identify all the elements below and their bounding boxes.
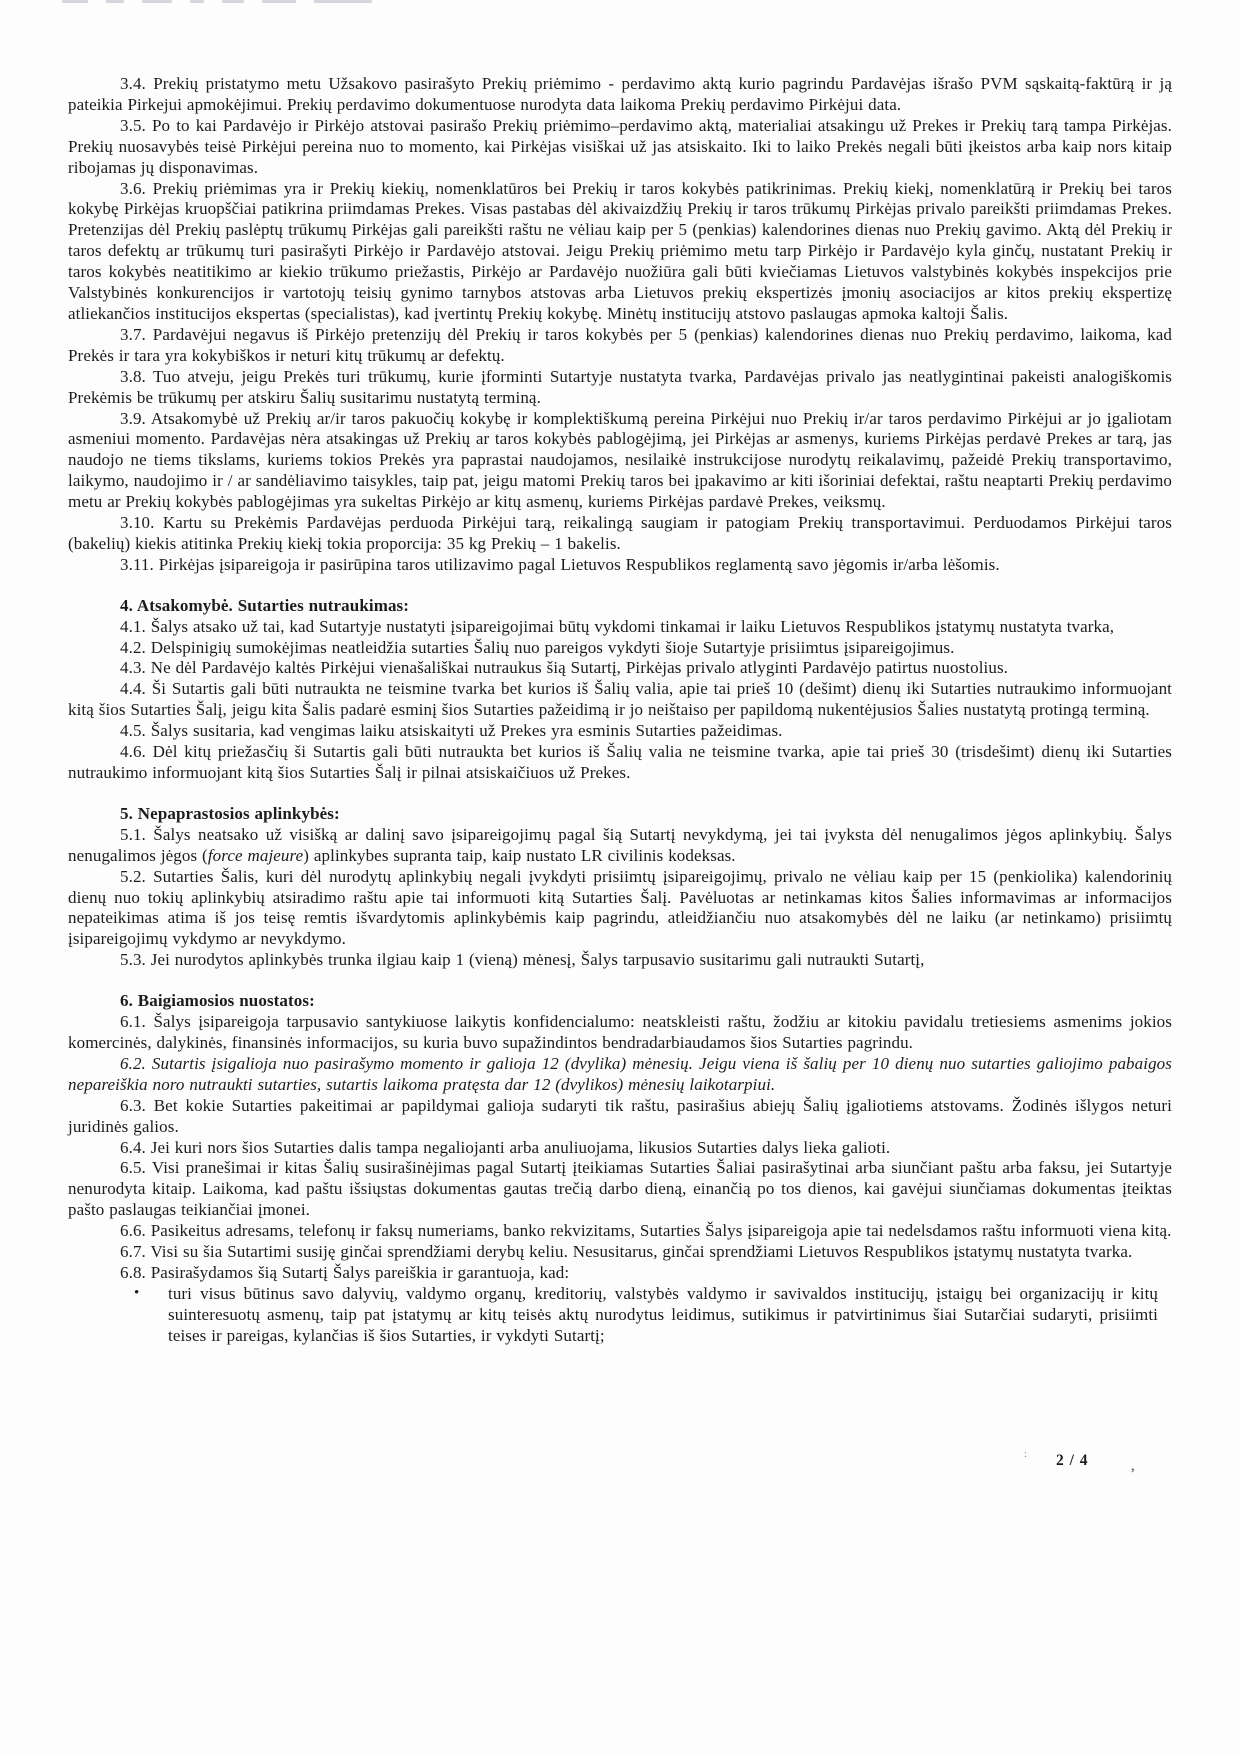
- clause-3-5: 3.5. Po to kai Pardavėjo ir Pirkėjo atstovai pasirašo Prekių priėmimo–perdavimo aktą, materialiai atsakingu už Prekes ir Prekių tarą tampa Pirkėjas. Prekių nuosavybės teisė Pirkėjui pereina nuo to momento, kai Pirkėjas visiškai už jas atsiskaito. Iki to laiko Prekės negali būti įkeistos arba kaip nors kitaip ribojamas jų disponavimas.: [68, 115, 1172, 177]
- clause-6-2: 6.2. Sutartis įsigalioja nuo pasirašymo momento ir galioja 12 (dvylika) mėnesių. Jeigu viena iš šalių per 10 dienų nuo sutarties galiojimo pabaigos nepareiškia noro nutraukti sutarties, sutartis laikoma pratęsta dar 12 (dvylikos) mėnesių laikotarpiui.: [68, 1053, 1172, 1094]
- scan-speck-comma: ,: [1131, 1458, 1135, 1474]
- clause-3-11: 3.11. Pirkėjas įsipareigoja ir pasirūpina taros utilizavimo pagal Lietuvos Respublikos reglamentą savo jėgomis ir/arba lėšomis.: [120, 554, 1000, 574]
- bullet-text: turi visus būtinus savo dalyvių, valdymo organų, kreditorių, valstybės valdymo ir savivaldos institucijų, įstaigų bei organizacijų ir kitų suinteresuotų asmenų, taip pat įstatymų ar kitų teisės aktų nurodytus leidimus, sutikimus ir patvirtinimus šiai Sutarčiai sudaryti, prisiimti teises ir pareigas, kylančias iš šios Sutarties, ir vykdyti Sutartį;: [168, 1283, 1158, 1345]
- clause-3-7: 3.7. Pardavėjui negavus iš Pirkėjo pretenzijų dėl Prekių ir taros kokybės per 5 (penkias) kalendorines dienas nuo Prekių perdavimo, laikoma, kad Prekės ir tara yra kokybiškos ir neturi kitų trūkumų ar defektų.: [68, 324, 1172, 365]
- bullet-icon: •: [134, 1284, 140, 1301]
- clause-5-3: 5.3. Jei nurodytos aplinkybės trunka ilgiau kaip 1 (vieną) mėnesį, Šalys tarpusavio susitarimu gali nutraukti Sutartį,: [120, 950, 925, 970]
- scan-artifact-dash: [314, 0, 372, 3]
- clause-6-6: 6.6. Pasikeitus adresams, telefonų ir faksų numeriams, banko rekvizitams, Sutarties Šalys įsipareigoja apie tai nedelsdamos raštu informuoti viena kitą.: [120, 1221, 1172, 1241]
- clause-6-8-bullet-1: [68, 1284, 1172, 1347]
- scan-edge-artifacts: [62, 0, 522, 4]
- clause-6-8: 6.8. Pasirašydamos šią Sutartį Šalys pareiškia ir garantuoja, kad:: [120, 1262, 570, 1282]
- scan-artifact-dash: [262, 0, 296, 3]
- clause-6-7: 6.7. Visi su šia Sutartimi susiję ginčai sprendžiami derybų keliu. Nesusitarus, ginčai sprendžiami Lietuvos Respublikos įstatymų nustatyta tvarka.: [120, 1242, 1133, 1262]
- scan-artifact-dash: [190, 0, 204, 3]
- section-heading-5: 5. Nepaprastosios aplinkybės:: [120, 803, 340, 823]
- clause-4-2: 4.2. Delspinigių sumokėjimas neatleidžia sutarties Šalių nuo pareigos vykdyti šioje Sutartyje prisiimtus įsipareigojimus.: [120, 637, 955, 657]
- clause-4-3: 4.3. Ne dėl Pardavėjo kaltės Pirkėjui vienašališkai nutraukus šią Sutartį, Pirkėjas privalo atlyginti Pardavėjo patirtus nuostolius.: [120, 658, 1009, 678]
- clause-6-4: 6.4. Jei kuri nors šios Sutarties dalis tampa negaliojanti arba anuliuojama, likusios Sutarties dalys lieka galioti.: [120, 1137, 891, 1157]
- clause-3-9: 3.9. Atsakomybė už Prekių ar/ir taros pakuočių kokybę ir komplektiškumą pereina Pirkėjui nuo Prekių ir/ar taros perdavimo Pirkėjui ar jo įgaliotam asmeniui momento. Pardavėjas nėra atsakingas už Prekių ar taros kokybės pablogėjimą, jei Pirkėjas ar asmenys, kuriems Pirkėjas perdavė Prekes ar tarą, jas naudojo ne tiems tikslams, kuriems tokios Prekės yra paprastai naudojamos, nesilaikė instrukcijose nurodytų reikalavimų, pažeidė Prekių transportavimo, laikymo, naudojimo ir / ar sandėliavimo taisykles, taip pat, jeigu matomi Prekių taros bei įpakavimo ar kiti išoriniai defektai, raštu neaptarti Prekių perdavimo metu ar Prekių kokybės pablogėjimas yra sukeltas Pirkėjo ar kitų asmenų, kuriems Pirkėjas pardavė Prekes, veiksmų.: [68, 408, 1172, 512]
- clause-4-5: 4.5. Šalys susitaria, kad vengimas laiku atsiskaityti už Prekes yra esminis Sutarties pažeidimas.: [120, 721, 783, 741]
- scan-artifact-dash: [142, 0, 172, 3]
- scan-artifact-dash: [62, 0, 88, 3]
- document-body: [68, 74, 1172, 1347]
- clause-5-1: 5.1. Šalys neatsako už visišką ar dalinį savo įsipareigojimų pagal šią Sutartį nevykdymą, jei tai įvyksta dėl nenugalimos jėgos aplinkybių. Šalys nenugalimos jėgos (force majeure) aplinkybes supranta taip, kaip nustato LR civilinis kodeksas.: [68, 824, 1172, 865]
- clause-4-6: 4.6. Dėl kitų priežasčių ši Sutartis gali būti nutraukta bet kurios iš Šalių valia ne teismine tvarka, apie tai prieš 30 (trisdešimt) dienų iki Sutarties nutraukimo informuojant kitą šios Sutarties Šalį ir pilnai atsiskaičiuos už Prekes.: [68, 742, 1172, 782]
- clause-6-5: 6.5. Visi pranešimai ir kitas Šalių susirašinėjimas pagal Sutartį įteikiamas Sutarties Šaliai pasirašytinai arba siunčiant paštu arba faksu, jei Sutartyje nenurodyta kitaip. Laikoma, kad paštu išsiųstas dokumentas gautas trečią darbo dieną, einančią po tos dienos, kai gavėjui siunčiamas dokumentas įteiktas pašto paslaugas teikiančiai įmonei.: [68, 1158, 1172, 1220]
- scan-artifact-dash: [106, 0, 124, 3]
- section-heading-4: 4. Atsakomybė. Sutarties nutraukimas:: [120, 595, 410, 615]
- clause-3-4: 3.4. Prekių pristatymo metu Užsakovo pasirašyto Prekių priėmimo - perdavimo aktą kurio pagrindu Pardavėjas išrašo PVM sąskaitą-faktūrą ir ją pateikia Pirkejui apmokėjimui. Prekių perdavimo dokumentuose nurodyta data laikoma Prekių perdavimo Pirkėjui data.: [68, 74, 1172, 114]
- clause-3-8: 3.8. Tuo atveju, jeigu Prekės turi trūkumų, kurie įforminti Sutartyje nustatyta tvarka, Pardavėjas privalo jas neatlygintinai pakeisti analogiškomis Prekėmis be trūkumų per atskiru Šalių susitarimu nustatytą terminą.: [68, 366, 1172, 407]
- clause-3-6: 3.6. Prekių priėmimas yra ir Prekių kiekių, nomenklatūros bei Prekių ir taros kokybės patikrinimas. Prekių kiekį, nomenklatūrą ir Prekių bei taros kokybę Pirkėjas kruopščiai patikrina priimdamas Prekes. Visas pastabas dėl akivaizdžių Prekių ir taros trūkumų Pirkėjas privalo pareikšti priimdamas Prekes. Pretenzijas dėl Prekių paslėptų trūkumų Pirkėjas gali pareikšti raštu ne vėliau kaip per 5 (penkias) kalendorines dienas nuo Prekių gavimo. Aktą dėl Prekių ir taros defektų ar trūkumų turi pasirašyti Pirkėjo ir Pardavėjo atstovai. Jeigu Prekių priėmimo metu tarp Pirkėjo ir Pardavėjo kyla ginčų, nustatant Prekių ir taros kokybės neatitikimo ar kiekio trūkumo priežastis, Pirkėjo ar Pardavėjo nuožiūra gali būti kviečiamas Lietuvos valstybinės kokybės inspekcijos prie Valstybinės konkurencijos ir vartotojų teisių gynimo tarnybos atstovas arba Lietuvos prekių ekspertizės įmonių asociacijos ar kitos prekių ekspertizę atliekančios institucijos ekspertas (specialistas), kad įvertintų Prekių kokybę. Minėtų institucijų atstovo paslaugas apmoka kaltoji Šalis.: [68, 178, 1172, 323]
- clause-3-10: 3.10. Kartu su Prekėmis Pardavėjas perduoda Pirkėjui tarą, reikalingą saugiam ir patogiam Prekių transportavimui. Perduodamos Pirkėjui taros (bakelių) kiekis atitinka Prekių kiekį tokia proporcija: 35 kg Prekių – 1 bakelis.: [68, 513, 1172, 553]
- clause-6-3: 6.3. Bet kokie Sutarties pakeitimai ar papildymai galioja sudaryti tik raštu, pasirašius abiejų Šalių įgaliotiems atstovams. Žodinės išlygos neturi juridinės galios.: [68, 1095, 1172, 1136]
- clause-6-1: 6.1. Šalys įsipareigoja tarpusavio santykiuose laikytis konfidencialumo: neatskleisti raštu, žodžiu ar kitokiu pavidalu tretiesiems asmenims jokios komercinės, dalykinės, finansinės informacijos, su kuria buvo supažindintos bendradarbiaudamos šios Sutarties pagrindu.: [68, 1012, 1172, 1052]
- page-number: 2 / 4: [1056, 1452, 1089, 1469]
- section-heading-6: 6. Baigiamosios nuostatos:: [120, 991, 315, 1011]
- clause-4-4: 4.4. Ši Sutartis gali būti nutraukta ne teismine tvarka bet kurios iš Šalių valia, apie tai prieš 10 (dešimt) dienų iki Sutarties nutraukimo informuojant kitą šios Sutarties Šalį, jeigu kita Šalis padarė esminį šios Sutarties pažeidimą ir jo neištaiso per papildomą nukentėjusios Šalies nustatytą protingą terminą.: [68, 679, 1172, 720]
- clause-4-1: 4.1. Šalys atsako už tai, kad Sutartyje nustatyti įsipareigojimai būtų vykdomi tinkamai ir laiku Lietuvos Respublikos įstatymų nustatyta tvarka,: [120, 616, 1115, 636]
- clause-5-2: 5.2. Sutarties Šalis, kuri dėl nurodytų aplinkybių negali įvykdyti prisiimtų įsipareigojimų, privalo ne vėliau kaip per 15 (penkiolika) kalendorinių dienų nuo tokių aplinkybių atsiradimo raštu apie tai informuoti kitą Sutarties Šalį. Pavėluotas ar netinkamas kitos Šalies informavimas ar informacijos nepateikimas atima iš jos teisę remtis išvardytomis aplinkybėmis kaip pagrindu, atleidžiančiu nuo atsakomybės dėl ne laiku (ar netinkamo) prisiimtų įsipareigojimų vykdymo ar nevykdymo.: [68, 866, 1172, 949]
- scan-speck: :: [1024, 1448, 1028, 1460]
- scan-artifact-dash: [222, 0, 244, 3]
